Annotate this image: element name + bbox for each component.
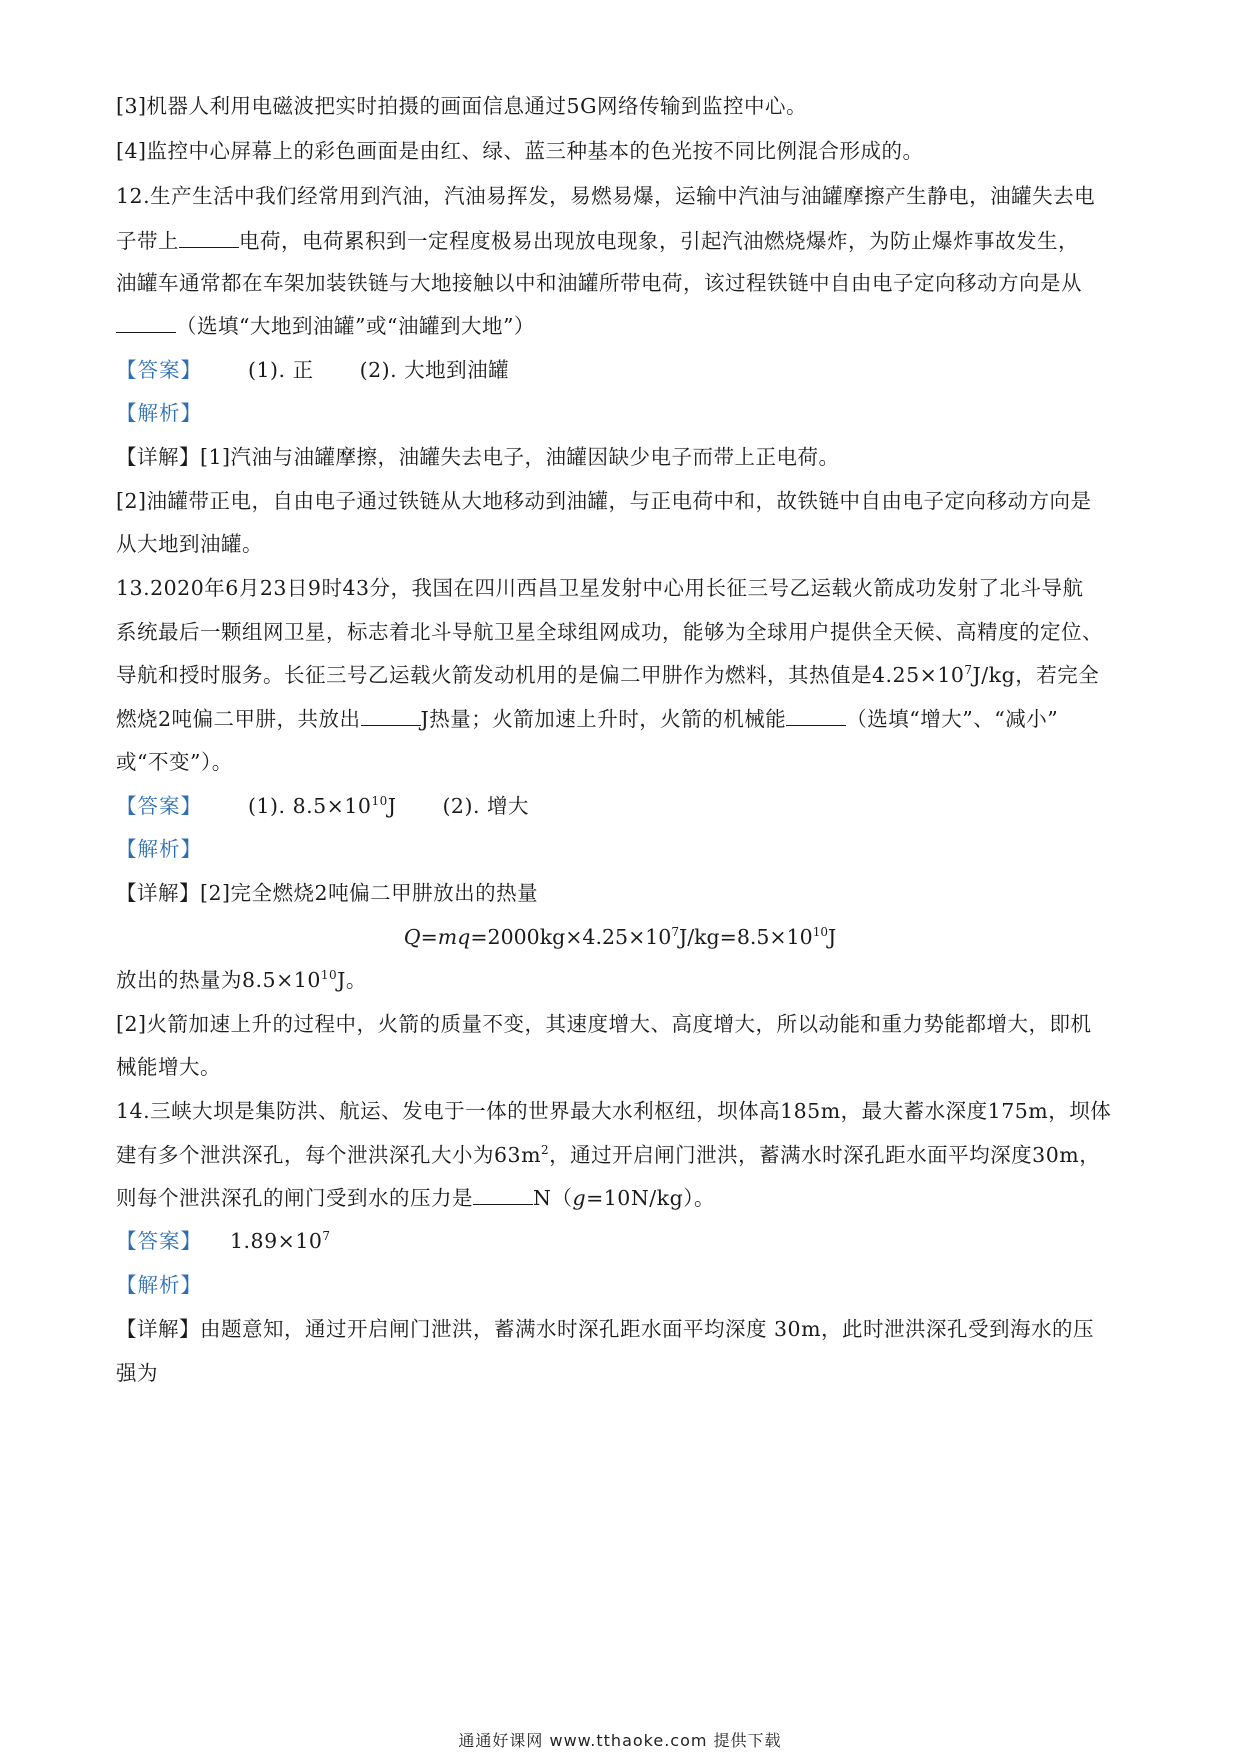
formula-q: Q — [403, 925, 421, 949]
answer-row-13 — [116, 791, 1128, 821]
question-12-line-1: 12.生产生活中我们经常用到汽油，汽油易挥发，易燃易爆，运输中汽油与油罐摩擦产生静电，油罐失去电 — [116, 184, 1096, 208]
question-12-line-3: 油罐车通常都在车架加装铁链与大地接触以中和油罐所带电荷，该过程铁链中自由电子定向移动方向是从 — [116, 271, 1082, 295]
answer-1a: 1.89×10 — [230, 1229, 323, 1253]
answer-row-14 — [116, 1226, 1128, 1256]
detail-row-13-1 — [116, 878, 1128, 908]
answer-tag: 【答案】 — [116, 358, 202, 382]
q13-text-e: （选填“增大”、“减小” — [846, 707, 1059, 731]
formula-part-2: J/kg=8.5×10 — [678, 925, 813, 949]
analysis-tag-14: 【解析】 — [116, 1273, 202, 1297]
q14-text-a: 建有多个泄洪深孔，每个泄洪深孔大小为63m — [116, 1143, 542, 1167]
answer-tag: 【答案】 — [116, 794, 202, 818]
fill-blank-5[interactable] — [473, 1186, 533, 1205]
answer-1-exponent: 7 — [322, 1229, 331, 1243]
answer-tag: 【答案】 — [116, 1229, 202, 1253]
detail-tag: 【详解】 — [116, 1317, 200, 1341]
question-13-line-3 — [116, 660, 1128, 690]
question-13-line-2: 系统最后一颗组网卫星，标志着北斗导航卫星全球组网成功，能够为全球用户提供全天候、高精度的定位、 — [116, 620, 1103, 644]
q14-text-b: ，通过开启闸门泄洪，蓄满水时深孔距水面平均深度30m， — [549, 1143, 1101, 1167]
q13-text-b: J/kg，若完全 — [972, 663, 1100, 687]
q14-g-symbol: g — [572, 1186, 587, 1210]
detail-exponent: 10 — [320, 968, 338, 982]
formula-exp-2: 10 — [812, 925, 828, 939]
fill-blank-1[interactable] — [179, 229, 239, 248]
paragraph-item-4: [4]监控中心屏幕上的彩色画面是由红、绿、蓝三种基本的色光按不同比例混合形成的。 — [116, 139, 924, 163]
answer-2: (2). 大地到油罐 — [359, 358, 510, 382]
detail-tag: 【详解】 — [116, 445, 200, 469]
detail-row-13-3: [2]火箭加速上升的过程中，火箭的质量不变，其速度增大、高度增大，所以动能和重力势能都增大，即机 — [116, 1012, 1092, 1036]
heat-formula — [0, 922, 1240, 952]
analysis-tag-13: 【解析】 — [116, 837, 202, 861]
q14-text-e: =10N/kg）。 — [586, 1186, 715, 1210]
answer-1: (1). 正 — [248, 358, 314, 382]
question-13-line-1: 13.2020年6月23日9时43分，我国在四川西昌卫星发射中心用长征三号乙运载火箭成功发射了北斗导航 — [116, 576, 1084, 600]
detail-row-12-3: 从大地到油罐。 — [116, 532, 263, 556]
analysis-tag-12: 【解析】 — [116, 401, 202, 425]
question-14-line-3 — [116, 1183, 1128, 1213]
question-12-line-4 — [116, 311, 1128, 341]
fill-blank-4[interactable] — [786, 707, 846, 726]
detail-text: 由题意知，通过开启闸门泄洪，蓄满水时深孔距水面平均深度 30m，此时泄洪深孔受到海水的压 — [200, 1317, 1095, 1341]
detail-row-14-2: 强为 — [116, 1361, 158, 1385]
q13-text-a: 导航和授时服务。长征三号乙运载火箭发动机用的是偏二甲肼作为燃料，其热值是4.25×10 — [116, 663, 965, 687]
detail-row-13-2 — [116, 965, 1128, 995]
detail-row-12-2: [2]油罐带正电，自由电子通过铁链从大地移动到油罐，与正电荷中和，故铁链中自由电子定向移动方向是 — [116, 489, 1092, 513]
answer-row-12 — [116, 355, 1128, 385]
fill-blank-2[interactable] — [116, 314, 176, 333]
fill-blank-3[interactable] — [361, 707, 421, 726]
question-13-line-4 — [116, 704, 1128, 734]
detail-row-14-1 — [116, 1314, 1128, 1344]
detail-row-12-1 — [116, 442, 1128, 472]
detail-text: [1]汽油与油罐摩擦，油罐失去电子，油罐因缺少电子而带上正电荷。 — [200, 445, 840, 469]
q13-exponent: 7 — [964, 663, 973, 677]
q14-exponent: 2 — [541, 1143, 550, 1157]
page-footer: 通通好课网 www.tthaoke.com 提供下载 — [458, 1731, 782, 1750]
q12-text-c: （选填“大地到油罐”或“油罐到大地”） — [176, 314, 535, 338]
answer-2: (2). 增大 — [442, 794, 530, 818]
q12-text-a: 子带上 — [116, 229, 179, 253]
formula-part-1: =2000kg×4.25×10 — [470, 925, 672, 949]
question-14-line-1: 14.三峡大坝是集防洪、航运、发电于一体的世界最大水利枢纽，坝体高185m，最大蓄水深度175m，坝体 — [116, 1099, 1112, 1123]
formula-eq: = — [420, 925, 438, 949]
answer-1a: (1). 8.5×10 — [248, 794, 372, 818]
question-12-line-2 — [116, 226, 1128, 256]
formula-exp-1: 7 — [671, 925, 679, 939]
question-14-line-2 — [116, 1140, 1128, 1170]
q14-text-d: N（ — [533, 1186, 573, 1210]
detail-text: [2]完全燃烧2吨偏二甲肼放出的热量 — [200, 881, 539, 905]
q12-text-b: 电荷，电荷累积到一定程度极易出现放电现象，引起汽油燃烧爆炸，为防止爆炸事故发生， — [239, 229, 1079, 253]
q13-text-d: J热量；火箭加速上升时，火箭的机械能 — [420, 707, 787, 731]
detail-row-13-4: 械能增大。 — [116, 1055, 221, 1079]
detail-text-b: J。 — [337, 968, 367, 992]
q13-text-c: 燃烧2吨偏二甲肼，共放出 — [116, 707, 361, 731]
answer-1-exponent: 10 — [371, 794, 388, 808]
paragraph-item-3: [3]机器人利用电磁波把实时拍摄的画面信息通过5G网络传输到监控中心。 — [116, 94, 807, 118]
detail-tag: 【详解】 — [116, 881, 200, 905]
detail-text-a: 放出的热量为8.5×10 — [116, 968, 321, 992]
answer-1b: J — [387, 794, 397, 818]
question-13-line-5: 或“不变”）。 — [116, 750, 233, 774]
formula-mq: mq — [437, 925, 471, 949]
formula-part-3: J — [827, 925, 837, 949]
q14-text-c: 则每个泄洪深孔的闸门受到水的压力是 — [116, 1186, 473, 1210]
